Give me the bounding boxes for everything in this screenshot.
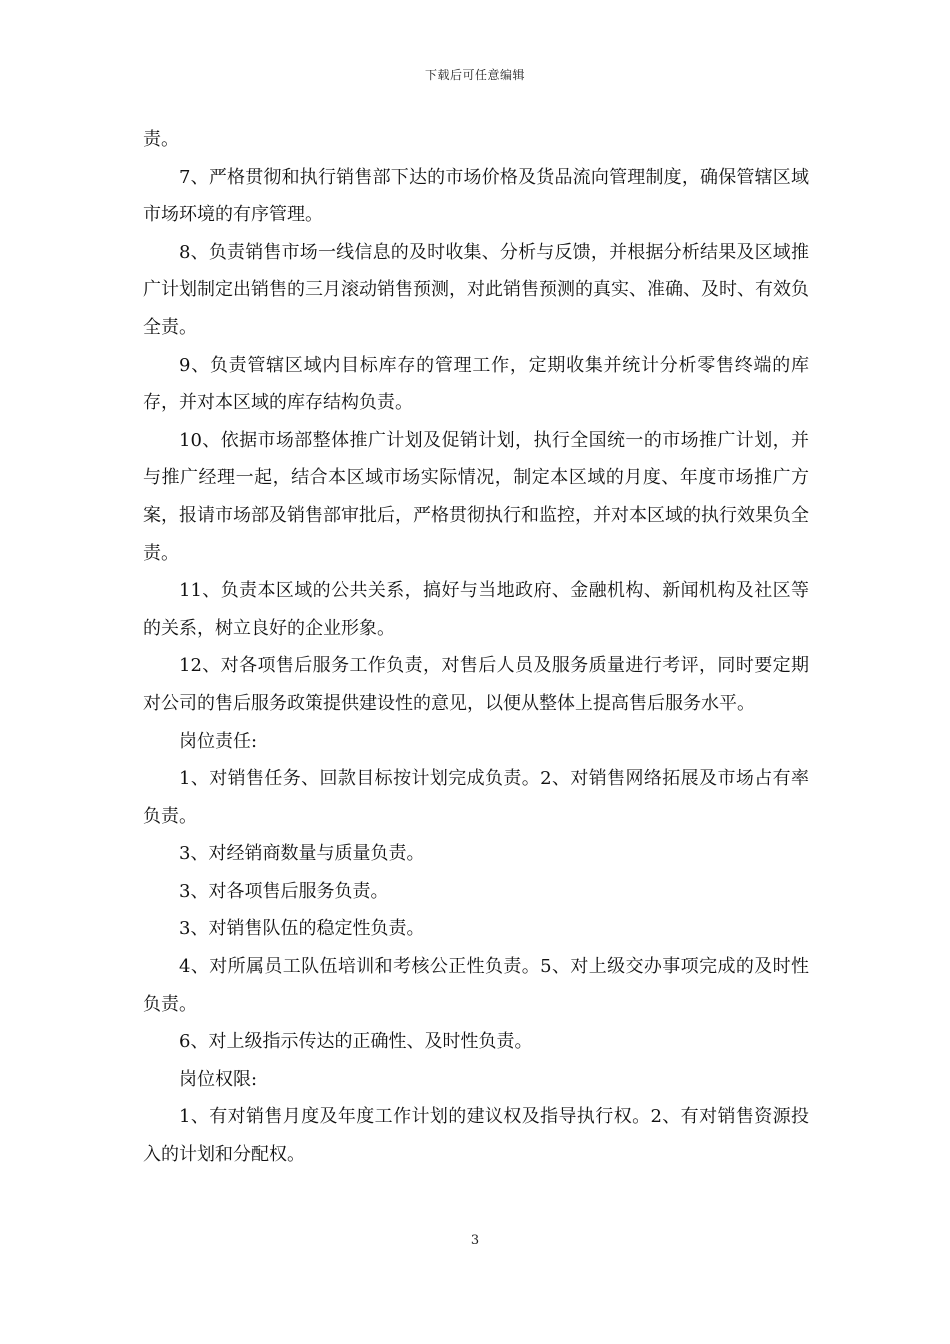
document-body bbox=[143, 121, 809, 1174]
paragraph-continuation: 责。 bbox=[143, 129, 179, 150]
paragraph-item-11: 11、负责本区域的公共关系，搞好与当地政府、金融机构、新闻机构及社区等的关系，树立良好的企业形象。 bbox=[143, 580, 809, 639]
responsibility-item: 6、对上级指示传达的正确性、及时性负责。 bbox=[179, 1031, 533, 1053]
section-heading-responsibility: 岗位责任: bbox=[179, 730, 258, 752]
section-heading-authority: 岗位权限: bbox=[179, 1068, 258, 1090]
responsibility-item: 3、对经销商数量与质量负责。 bbox=[179, 843, 425, 865]
responsibility-item: 3、对各项售后服务负责。 bbox=[179, 880, 389, 902]
paragraph-item-7: 7、严格贯彻和执行销售部下达的市场价格及货品流向管理制度，确保管辖区域市场环境的有序管理。 bbox=[143, 166, 809, 226]
paragraph-item-8: 8、负责销售市场一线信息的及时收集、分析与反馈，并根据分析结果及区域推广计划制定出销售的三月滚动销售预测，对此销售预测的真实、准确、及时、有效负全责。 bbox=[143, 241, 809, 338]
paragraph-item-9: 9、负责管辖区域内目标库存的管理工作，定期收集并统计分析零售终端的库存，并对本区域的库存结构负责。 bbox=[143, 354, 809, 414]
page-number: 3 bbox=[470, 1233, 480, 1248]
paragraph-item-10: 10、依据市场部整体推广计划及促销计划，执行全国统一的市场推广计划，并与推广经理一起，结合本区域市场实际情况，制定本区域的月度、年度市场推广方案，报请市场部及销售部审批后，严格贯彻执行和监控，并对本区域的执行效果负全责。 bbox=[143, 429, 809, 564]
responsibility-item: 3、对销售队伍的稳定性负责。 bbox=[179, 918, 425, 940]
responsibility-item: 1、对销售任务、回款目标按计划完成负责。2、对销售网络拓展及市场占有率负责。 bbox=[143, 768, 809, 827]
authority-item: 1、有对销售月度及年度工作计划的建议权及指导执行权。2、有对销售资源投入的计划和分配权。 bbox=[143, 1106, 809, 1166]
page-header: 下载后可任意编辑 bbox=[424, 68, 525, 82]
responsibility-item: 4、对所属员工队伍培训和考核公正性负责。5、对上级交办事项完成的及时性负责。 bbox=[143, 956, 809, 1015]
paragraph-item-12: 12、对各项售后服务工作负责，对售后人员及服务质量进行考评，同时要定期对公司的售后服务政策提供建设性的意见，以便从整体上提高售后服务水平。 bbox=[143, 655, 809, 714]
